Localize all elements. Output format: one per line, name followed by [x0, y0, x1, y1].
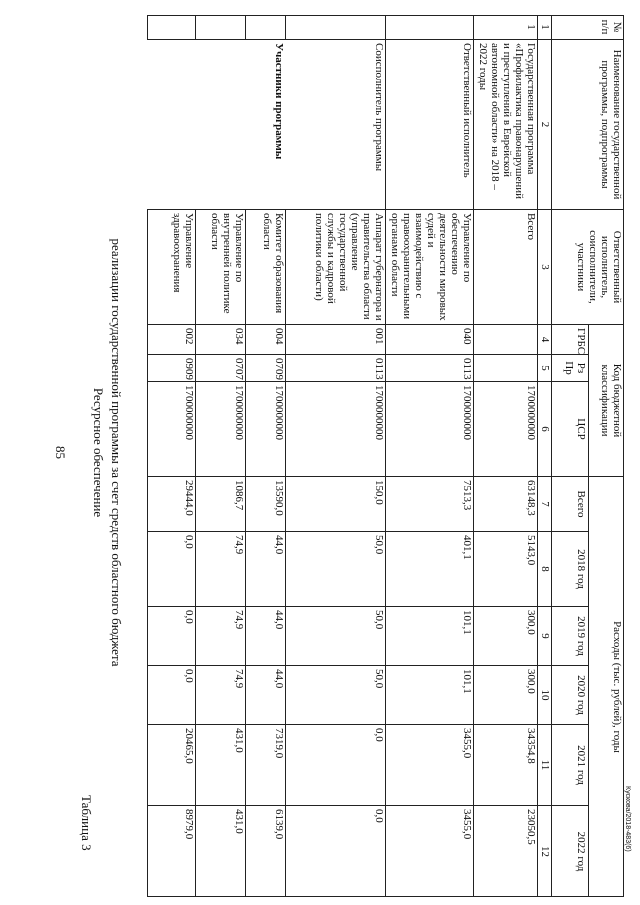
row-2020: 0,0	[147, 665, 196, 724]
row-2018: 401,1	[386, 531, 474, 606]
col-number: 3	[538, 209, 552, 324]
row-name: Участники программы	[147, 39, 286, 209]
row-2021: 431,0	[196, 724, 246, 805]
row-2019: 300,0	[474, 606, 538, 665]
row-2021: 3455,0	[386, 724, 474, 805]
row-num	[386, 15, 474, 39]
row-2018: 0,0	[147, 531, 196, 606]
row-name: Соисполнитель программы	[286, 39, 386, 209]
row-2021: 20465,0	[147, 724, 196, 805]
row-executor: Аппарат губернатора и правительства области (управление государственной службы и кадровой политики области)	[286, 209, 386, 324]
col-number: 8	[538, 531, 552, 606]
document-code: Кускова/2018-483(6)	[624, 786, 631, 852]
row-rzpr: 0113	[286, 354, 386, 381]
row-rzpr: 0113	[386, 354, 474, 381]
header-2018: 2018 год	[552, 531, 588, 606]
row-total: 7513,3	[386, 476, 474, 531]
row-name: Ответственный исполнитель	[386, 39, 474, 209]
row-executor: Управление по обеспечению деятельности мировых судей и взаимодействию с правоохранительными органами области	[386, 209, 474, 324]
row-2019: 44,0	[246, 606, 286, 665]
row-csr: 1700000000	[246, 381, 286, 476]
col-number: 6	[538, 381, 552, 476]
table-row	[285, 15, 386, 897]
row-executor: Комитет образования области	[246, 209, 286, 324]
row-rzpr	[474, 354, 538, 381]
header-expenses: Расходы (тыс. рублей), годы	[588, 476, 624, 897]
row-2018: 74,9	[196, 531, 246, 606]
row-total: 13590,0	[246, 476, 286, 531]
header-grbs: ГРБС	[552, 324, 588, 354]
row-num: 1	[525, 24, 537, 30]
table-row	[473, 15, 538, 897]
row-2020: 74,9	[196, 665, 246, 724]
row-rzpr: 0909	[147, 354, 196, 381]
row-name: Государственная программа «Профилактика правонарушений и преступлений в Еврейской автономной области» на 2018 – 2022 годы	[474, 39, 538, 209]
row-total: 29444,0	[147, 476, 196, 531]
row-2019: 74,9	[196, 606, 246, 665]
header-num: № п/п	[599, 19, 623, 35]
row-2019: 50,0	[286, 606, 386, 665]
row-csr: 1700000000	[386, 381, 474, 476]
row-grbs: 040	[386, 324, 474, 354]
row-total: 63148,3	[474, 476, 538, 531]
row-rzpr: 0709	[246, 354, 286, 381]
row-2022: 6139,0	[246, 805, 286, 897]
row-2021: 34354,8	[474, 724, 538, 805]
row-executor: Всего	[474, 209, 538, 324]
header-total: Всего	[552, 476, 588, 531]
header-name: Наименование государственной программы, подпрограммы	[552, 39, 624, 209]
col-number: 5	[538, 354, 552, 381]
header-2020: 2020 год	[552, 665, 588, 724]
row-grbs: 034	[196, 324, 246, 354]
row-executor: Управление по внутренней политике области	[196, 209, 246, 324]
row-total: 150,0	[286, 476, 386, 531]
row-executor: Управление здравоохранения	[147, 209, 196, 324]
row-grbs: 001	[286, 324, 386, 354]
row-grbs	[474, 324, 538, 354]
table-row	[245, 15, 286, 897]
col-number: 9	[538, 606, 552, 665]
column-numbers-row	[537, 15, 552, 897]
table-subtitle: реализации государственной программы за счет средств областного бюджета	[109, 238, 124, 667]
row-2022: 23050,5	[474, 805, 538, 897]
row-2019: 0,0	[147, 606, 196, 665]
row-2020: 300,0	[474, 665, 538, 724]
row-csr: 1700000000	[286, 381, 386, 476]
row-2020: 101,1	[386, 665, 474, 724]
row-csr: 1700000000	[196, 381, 246, 476]
row-num	[147, 15, 196, 39]
col-number: 2	[538, 39, 552, 209]
resource-table	[147, 15, 624, 897]
header-csr: ЦСР	[552, 381, 588, 476]
row-2022: 0,0	[286, 805, 386, 897]
header-rzpr: Рз Пр	[552, 354, 588, 381]
row-csr: 1700000000	[474, 381, 538, 476]
header-executor: Ответственный исполнитель, соисполнители, участники	[552, 209, 624, 324]
row-rzpr: 0707	[196, 354, 246, 381]
table-row	[385, 15, 474, 897]
header-2022: 2022 год	[552, 805, 588, 897]
table-number: Таблица 3	[79, 795, 94, 851]
row-num	[246, 15, 286, 39]
col-number: 4	[538, 324, 552, 354]
col-number: 1	[539, 24, 551, 30]
row-2021: 7319,0	[246, 724, 286, 805]
row-2019: 101,1	[386, 606, 474, 665]
row-num	[286, 15, 386, 39]
row-2018: 44,0	[246, 531, 286, 606]
col-number: 10	[538, 665, 552, 724]
col-number: 12	[538, 805, 552, 897]
col-number: 11	[538, 724, 552, 805]
row-2018: 50,0	[286, 531, 386, 606]
row-2018: 5143,0	[474, 531, 538, 606]
row-csr: 1700000000	[147, 381, 196, 476]
row-grbs: 002	[147, 324, 196, 354]
row-2021: 0,0	[286, 724, 386, 805]
row-grbs: 004	[246, 324, 286, 354]
row-num	[196, 15, 246, 39]
header-2021: 2021 год	[552, 724, 588, 805]
col-number: 7	[538, 476, 552, 531]
table-header	[551, 15, 624, 897]
row-2020: 44,0	[246, 665, 286, 724]
row-total: 1086,7	[196, 476, 246, 531]
row-2022: 431,0	[196, 805, 246, 897]
row-2022: 8979,0	[147, 805, 196, 897]
row-2020: 50,0	[286, 665, 386, 724]
page-number: 85	[53, 446, 68, 459]
table-title: Ресурсное обеспечение	[91, 387, 106, 518]
header-budget-code: Код бюджетной классификации	[588, 324, 624, 476]
header-2019: 2019 год	[552, 606, 588, 665]
row-2022: 3455,0	[386, 805, 474, 897]
